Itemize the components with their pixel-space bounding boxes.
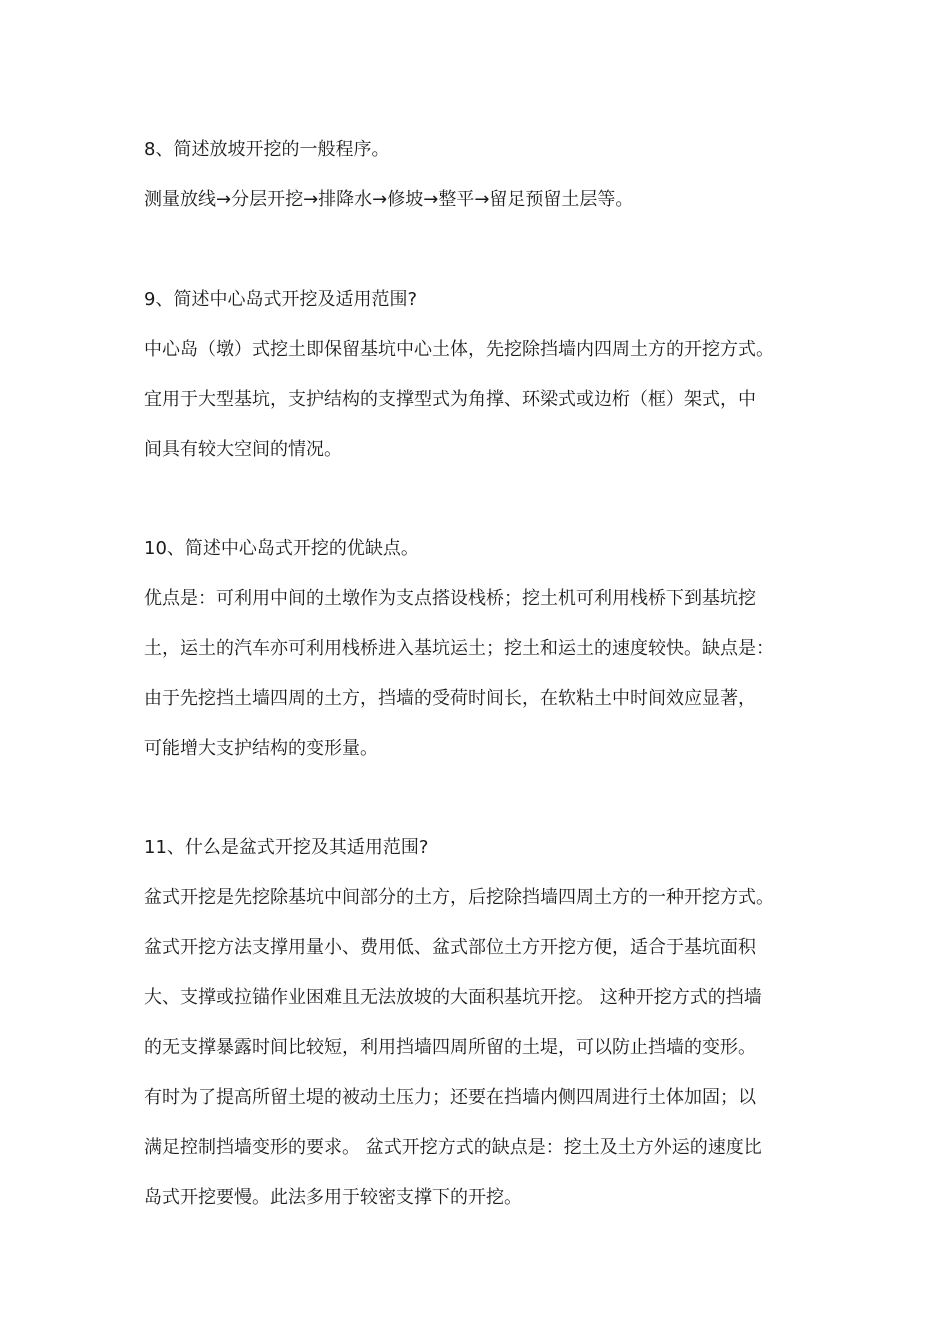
answer-10-line-2: 土，运土的汽车亦可利用栈桥进入基坑运土；挖土和运土的速度较快。缺点是：: [144, 638, 774, 659]
answer-11-line-5: 有时为了提高所留土堤的被动土压力；还要在挡墙内侧四周进行土体加固；以: [144, 1087, 756, 1108]
answer-9-line-1: 中心岛（墩）式挖土即保留基坑中心土体，先挖除挡墙内四周土方的开挖方式。: [144, 339, 774, 360]
question-9-heading: 9、简述中心岛式开挖及适用范围?: [144, 289, 418, 310]
answer-11-line-1: 盆式开挖是先挖除基坑中间部分的土方，后挖除挡墙四周土方的一种开挖方式。: [144, 887, 774, 908]
answer-11-line-6: 满足控制挡墙变形的要求。 盆式开挖方式的缺点是：挖土及土方外运的速度比: [144, 1137, 762, 1158]
answer-9-line-3: 间具有较大空间的情况。: [144, 439, 342, 460]
answer-10-line-3: 由于先挖挡土墙四周的土方，挡墙的受荷时间长，在软粘土中时间效应显著，: [144, 688, 756, 709]
answer-11-line-3: 大、支撑或拉锚作业困难且无法放坡的大面积基坑开挖。 这种开挖方式的挡墙: [144, 987, 762, 1008]
question-10-heading: 10、简述中心岛式开挖的优缺点。: [144, 538, 419, 559]
question-8-heading: 8、简述放坡开挖的一般程序。: [144, 139, 390, 160]
question-11-heading: 11、什么是盆式开挖及其适用范围?: [144, 837, 429, 858]
answer-9-line-2: 宜用于大型基坑，支护结构的支撑型式为角撑、环梁式或边桁（框）架式，中: [144, 389, 756, 410]
answer-11-line-4: 的无支撑暴露时间比较短，利用挡墙四周所留的土堤，可以防止挡墙的变形。: [144, 1037, 756, 1058]
answer-11-line-2: 盆式开挖方法支撑用量小、费用低、盆式部位土方开挖方便，适合于基坑面积: [144, 937, 756, 958]
answer-10-line-4: 可能增大支护结构的变形量。: [144, 738, 378, 759]
answer-10-line-1: 优点是：可利用中间的土墩作为支点搭设栈桥；挖土机可利用栈桥下到基坑挖: [144, 588, 756, 609]
answer-11-line-7: 岛式开挖要慢。此法多用于较密支撑下的开挖。: [144, 1187, 522, 1208]
answer-8-line-1: 测量放线→分层开挖→排降水→修坡→整平→留足预留土层等。: [144, 189, 634, 210]
